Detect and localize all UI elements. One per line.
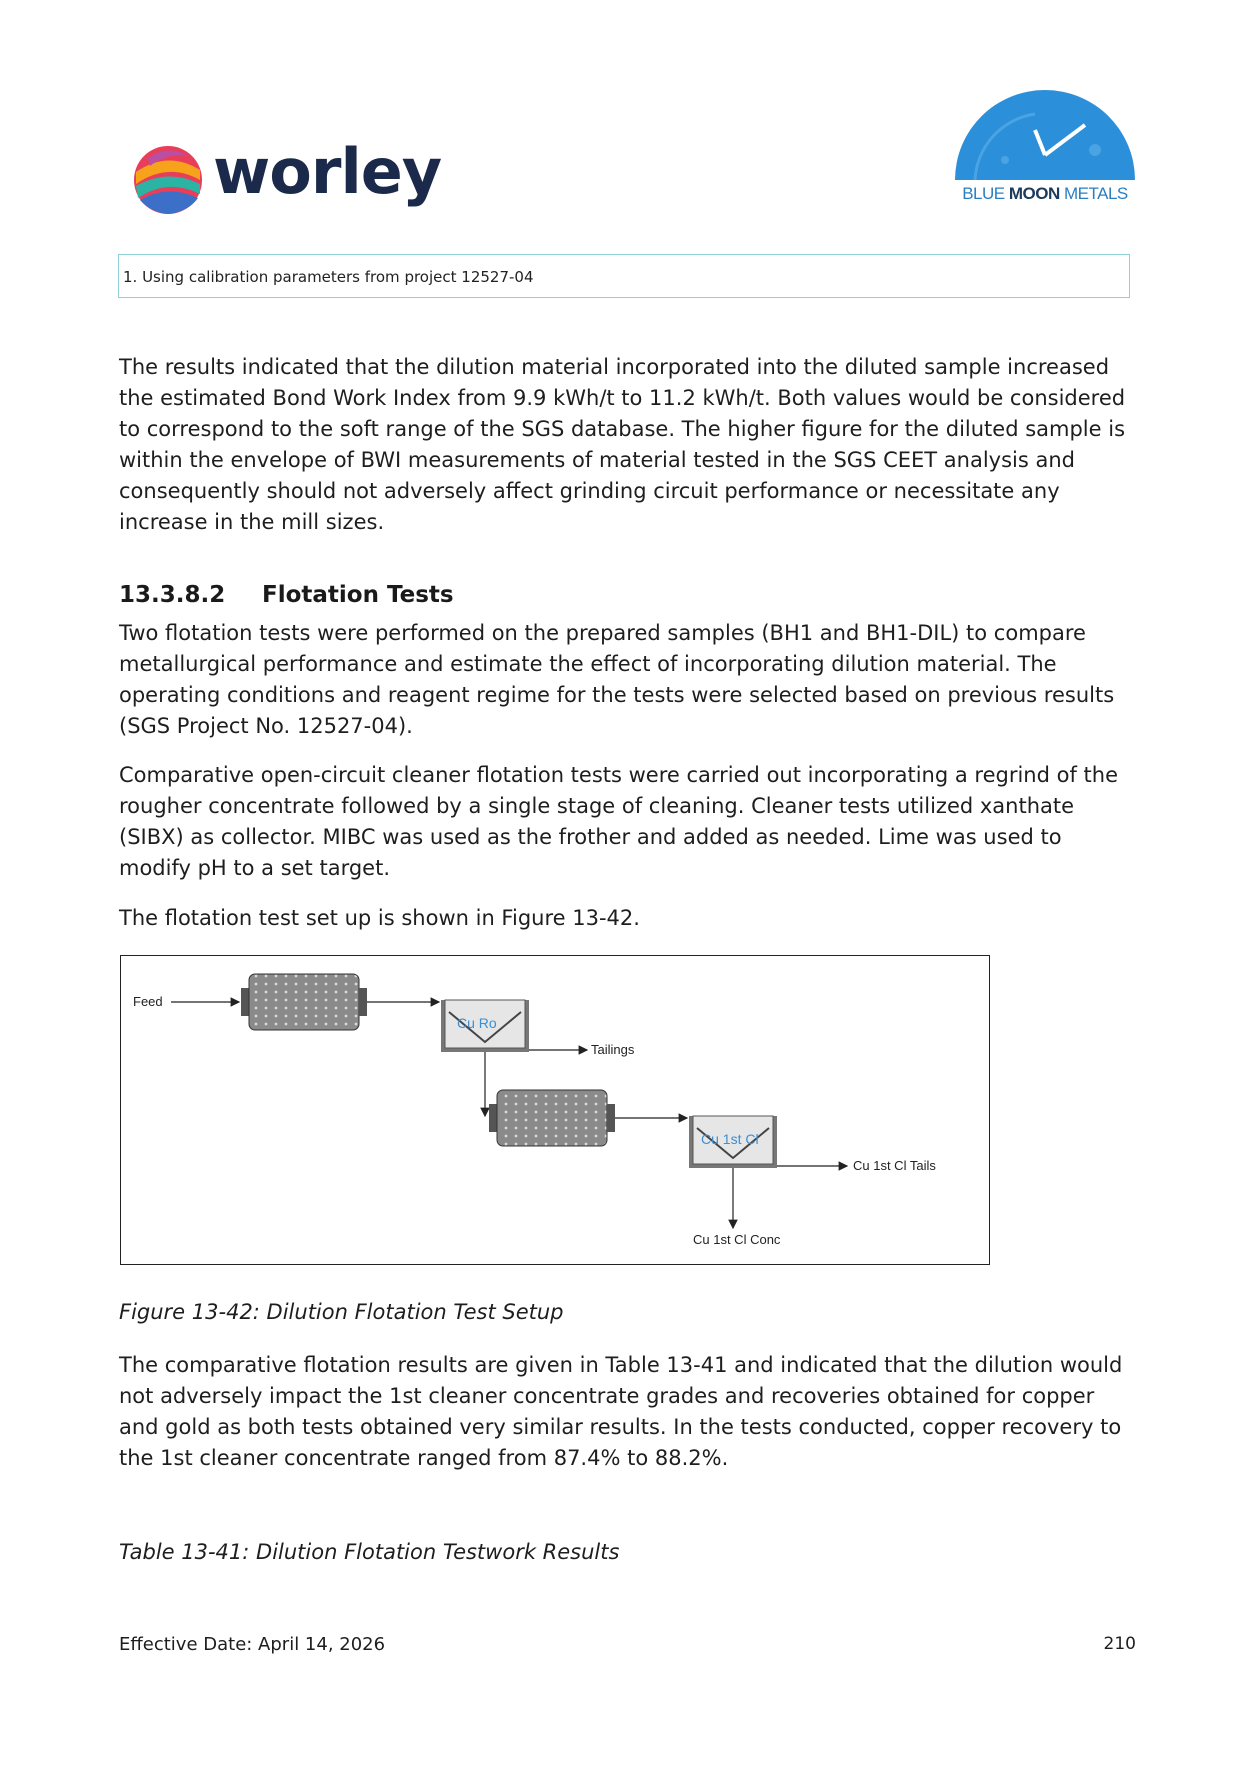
bm-word-metals: METALS (1064, 184, 1128, 203)
paragraph-bond-work-index: The results indicated that the dilution material incorporated into the diluted sample increased the estimated Bond Work Index from 9.9 kWh/t to 11.2 kWh/t. Both values would be considered to correspond to the soft range of the SGS database. The higher figure for the diluted sample is within the envelope of BWI measurements of material tested in the SGS CEET analysis and consequently should not adversely affect grinding circuit performance or necessitate any increase in the mill sizes. (119, 355, 1126, 534)
section-heading (119, 582, 454, 608)
figure-caption: Figure 13-42: Dilution Flotation Test Setup (119, 1300, 564, 1324)
paragraph-flotation-results: The comparative flotation results are given in Table 13-41 and indicated that the dilution would not adversely impact the 1st cleaner concentrate grades and recoveries obtained for copper and gold as both tests obtained very similar results. In the tests conducted, copper recovery to the 1st cleaner concentrate ranged from 87.4% to 88.2%. (119, 1353, 1123, 1470)
table-footnote-box (118, 254, 1130, 298)
paragraph-cleaner-tests: Comparative open-circuit cleaner flotation tests were carried out incorporating a regrind of the rougher concentrate followed by a single stage of cleaning. Cleaner tests utilized xanthate (SIBX) as collector. MIBC was used as the frother and added as needed. Lime was used to modify pH to a set target. (119, 763, 1118, 880)
worley-wordmark: worley (213, 135, 442, 208)
rougher-cell-label: Cu Ro (457, 1015, 497, 1031)
footer-page-number: 210 (1103, 1634, 1136, 1654)
table-caption: Table 13-41: Dilution Flotation Testwork Results (119, 1540, 620, 1564)
primary-mill-icon (241, 974, 367, 1030)
section-number: 13.3.8.2 (119, 582, 226, 608)
cleaner-tails-label: Cu 1st Cl Tails (853, 1158, 936, 1173)
table-footnote: 1. Using calibration parameters from project 12527-04 (123, 268, 534, 286)
moon-icon (945, 80, 1145, 184)
section-title: Flotation Tests (262, 582, 454, 608)
flotation-flowsheet-figure (120, 955, 990, 1265)
feed-label: Feed (133, 994, 163, 1009)
bm-word-blue: BLUE (962, 184, 1005, 203)
flowsheet-diagram (121, 956, 988, 1263)
blue-moon-wordmark (945, 184, 1145, 204)
cleaner-conc-label: Cu 1st Cl Conc (693, 1232, 781, 1247)
footer-effective-date: Effective Date: April 14, 2026 (119, 1634, 386, 1655)
worley-swirl-icon (128, 140, 208, 220)
worley-logo (128, 135, 458, 220)
bm-word-moon: MOON (1008, 184, 1060, 203)
regrind-mill-icon (489, 1090, 615, 1146)
paragraph-flotation-tests: Two flotation tests were performed on the prepared samples (BH1 and BH1-DIL) to compare metallurgical performance and estimate the effect of incorporating dilution material. The operating conditions and reagent regime for the tests were selected based on previous results (SGS Project No. 12527-04). (119, 621, 1115, 738)
blue-moon-metals-logo (945, 80, 1145, 210)
paragraph-figure-reference: The flotation test set up is shown in Figure 13-42. (119, 906, 640, 930)
cleaner-cell-label: Cu 1st Cl (701, 1131, 759, 1147)
tailings-label: Tailings (591, 1042, 635, 1057)
